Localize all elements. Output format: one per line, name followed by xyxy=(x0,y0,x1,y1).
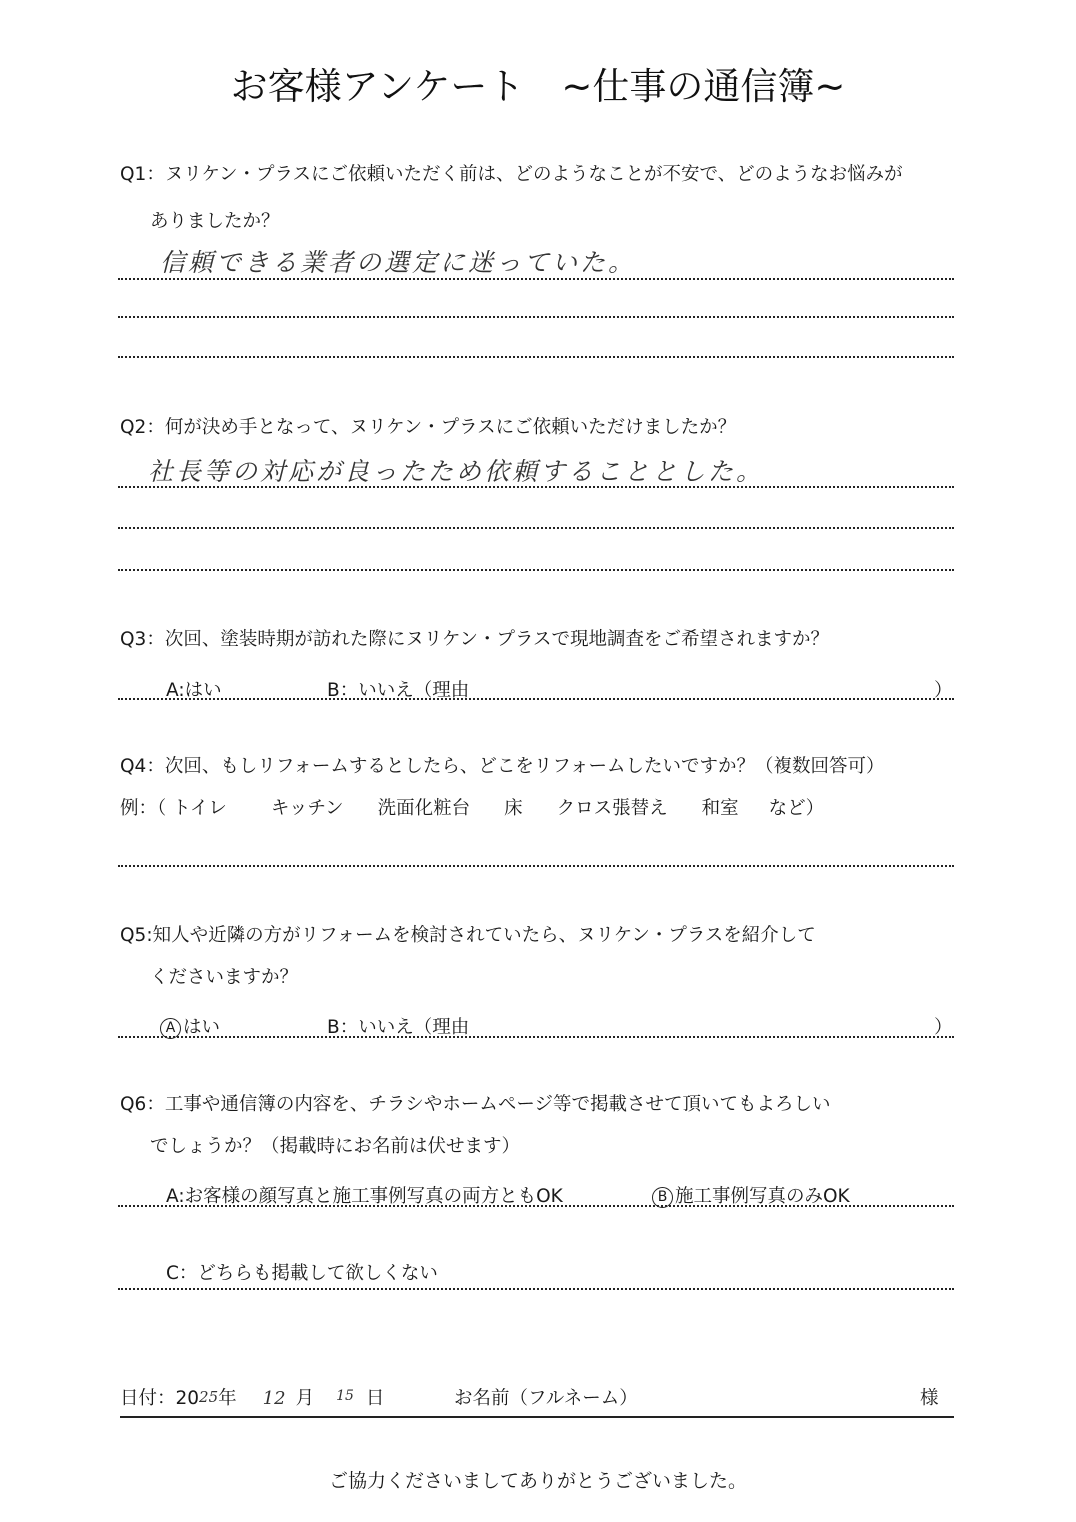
answer-line xyxy=(118,486,954,488)
thank-you-message: ご協力くださいましてありがとうございました。 xyxy=(328,1470,747,1492)
q4-example-japanese-room: 和室 xyxy=(701,798,739,819)
q4-examples xyxy=(120,794,824,820)
q4-question: Q4：次回、もしリフォームするとしたら、どこをリフォームしたいですか？（複数回答可） xyxy=(120,756,885,777)
q6-option-b-label: 施工事例写真のみOK xyxy=(675,1186,850,1207)
q4-example-floor: 床 xyxy=(504,798,523,819)
honorific: 様 xyxy=(920,1388,939,1409)
q3-close-paren: ） xyxy=(934,680,953,701)
answer-line xyxy=(118,356,954,358)
date-label: 日付：20 xyxy=(120,1388,200,1409)
circled-selection-icon: A xyxy=(160,1018,181,1039)
q4-example-kitchen: キッチン xyxy=(270,798,344,819)
answer-line xyxy=(118,865,954,867)
q5-question-line2: くださいますか？ xyxy=(150,967,299,988)
answer-line xyxy=(118,698,954,700)
q5-close-paren: ） xyxy=(934,1017,953,1038)
circled-selection-icon: B xyxy=(652,1187,673,1208)
page-title: お客様アンケート ~仕事の通信簿~ xyxy=(230,65,846,108)
q3-option-yes[interactable]: A:はい xyxy=(166,680,222,701)
month-handwritten: 12 xyxy=(262,1388,286,1409)
answer-line xyxy=(118,316,954,318)
q3-option-no[interactable]: B：いいえ（理由 xyxy=(327,680,470,701)
day-unit: 日 xyxy=(365,1388,385,1409)
year-handwritten: 25 xyxy=(199,1388,219,1406)
answer-line xyxy=(118,278,954,280)
q5-option-yes-label: はい xyxy=(183,1017,221,1038)
answer-line xyxy=(118,1036,954,1038)
q6-option-c[interactable]: C：どちらも掲載して欲しくない xyxy=(166,1263,438,1284)
q6-option-a[interactable]: A:お客様の顔写真と施工事例写真の両方ともOK xyxy=(166,1186,563,1207)
day-handwritten: 15 xyxy=(336,1388,354,1404)
q4-example-toilet: トイレ xyxy=(172,798,227,819)
q1-question-line1: Q1：ヌリケン・プラスにご依頼いただく前は、どのようなことが不安で、どのようなお悩みが xyxy=(120,164,903,185)
q1-handwritten-answer[interactable]: 信頼できる業者の選定に迷っていた。 xyxy=(160,248,637,277)
q5-option-no[interactable]: B：いいえ（理由 xyxy=(327,1017,470,1038)
q5-question-line1: Q5:知人や近隣の方がリフォームを検討されていたら、ヌリケン・プラスを紹介して xyxy=(120,925,816,946)
q6-question-line2: でしょうか？（掲載時にお名前は伏せます） xyxy=(150,1136,521,1157)
answer-line xyxy=(118,569,954,571)
q1-question-line2: ありましたか？ xyxy=(150,211,280,232)
answer-line xyxy=(118,527,954,529)
q6-question-line1: Q6：工事や通信簿の内容を、チラシやホームページ等で掲載させて頂いてもよろしい xyxy=(120,1094,831,1115)
q3-question: Q3：次回、塗装時期が訪れた際にヌリケン・プラスで現地調査をご希望されますか？ xyxy=(120,629,829,650)
q2-question: Q2：何が決め手となって、ヌリケン・プラスにご依頼いただけましたか？ xyxy=(120,417,737,438)
q4-examples-label: 例：（ xyxy=(120,798,167,819)
signature-line xyxy=(120,1416,954,1418)
q2-handwritten-answer[interactable]: 社長等の対応が良ったため依頼することとした。 xyxy=(148,457,765,486)
month-unit: 月 xyxy=(295,1388,315,1409)
name-label: お名前（フルネーム） xyxy=(454,1388,638,1409)
answer-line xyxy=(118,1288,954,1290)
q4-example-wallpaper: クロス張替え xyxy=(556,798,668,819)
answer-line xyxy=(118,1205,954,1207)
year-unit: 年 xyxy=(218,1388,237,1409)
date-field[interactable] xyxy=(120,1384,384,1410)
q4-example-etc: など） xyxy=(768,798,825,819)
q4-example-washbasin: 洗面化粧台 xyxy=(377,798,471,819)
